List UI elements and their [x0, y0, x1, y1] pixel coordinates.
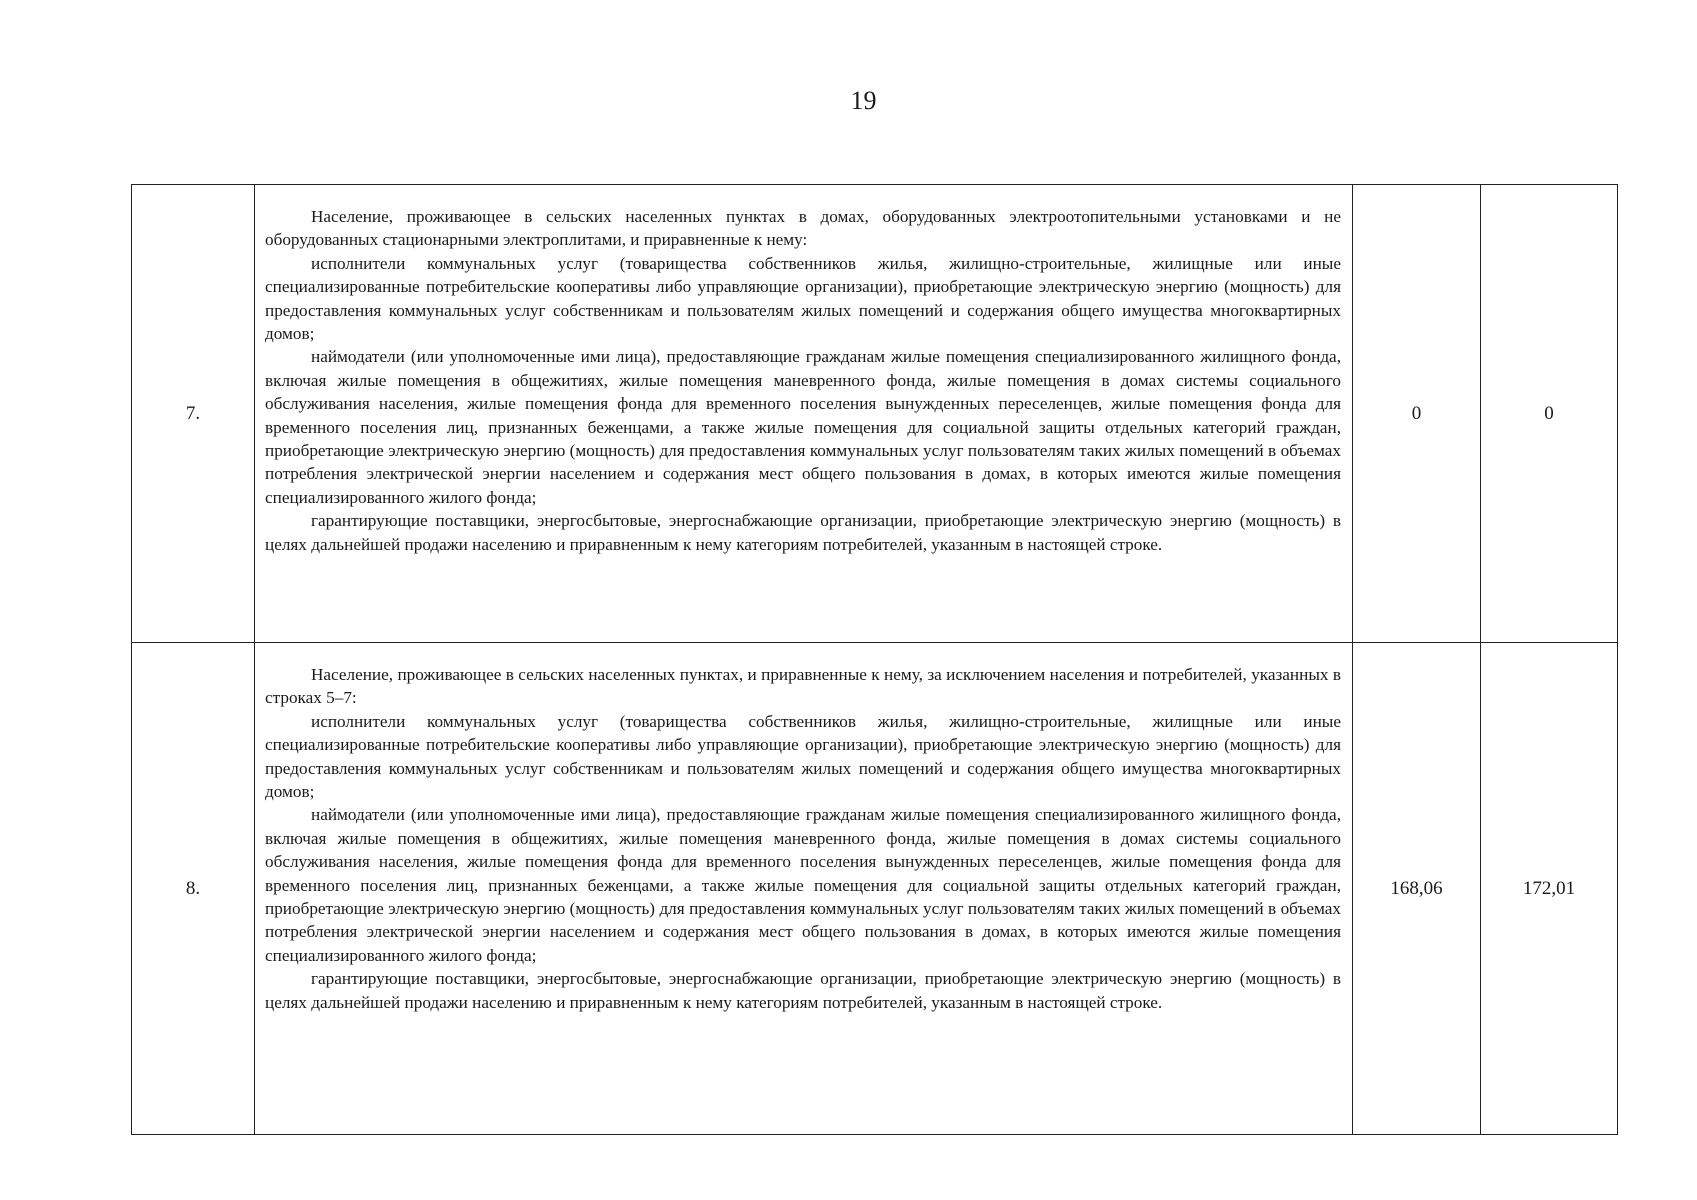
- description-paragraph: наймодатели (или уполномоченные ими лица), предоставляющие гражданам жилые помещения специализированного жилищного фонда, включая жилые помещения в общежитиях, жилые помещения маневренного фонда, жилые помещения в домах системы социального обслуживания населения, жилые помещения фонда для временного поселения вынужденных переселенцев, жилые помещения фонда для временного поселения лиц, признанных беженцами, а также жилые помещения для социальной защиты отдельных категорий граждан, приобретающие электрическую энергию (мощность) для предоставления коммунальных услуг пользователям таких жилых помещений в объемах потребления электрической энергии населением и содержания мест общего пользования в домах, в которых имеются жилые помещения специализированного жилого фонда;: [265, 347, 1341, 507]
- table-row: [132, 643, 1618, 1135]
- description-paragraph: исполнители коммунальных услуг (товарищества собственников жилья, жилищно-строительные, жилищные или иные специализированные потребительские кооперативы либо управляющие организации), приобретающие электрическую энергию (мощность) для предоставления коммунальных услуг собственникам и пользователям жилых помещений и содержания общего имущества многоквартирных домов;: [265, 711, 1341, 802]
- table-row: [132, 185, 1618, 643]
- row-value-second: 0: [1481, 185, 1618, 643]
- row-value-first: 168,06: [1353, 643, 1481, 1135]
- row-description: [255, 643, 1353, 1135]
- row-value-second: 172,01: [1481, 643, 1618, 1135]
- description-paragraph: гарантирующие поставщики, энергосбытовые, энергоснабжающие организации, приобретающие электрическую энергию (мощность) в целях дальнейшей продажи населению и приравненным к нему категориям потребителей, указанным в настоящей строке.: [265, 969, 1341, 1012]
- description-paragraph: гарантирующие поставщики, энергосбытовые, энергоснабжающие организации, приобретающие электрическую энергию (мощность) в целях дальнейшей продажи населению и приравненным к нему категориям потребителей, указанным в настоящей строке.: [265, 511, 1341, 554]
- tariff-table: [131, 184, 1618, 1135]
- description-paragraph: наймодатели (или уполномоченные ими лица), предоставляющие гражданам жилые помещения специализированного жилищного фонда, включая жилые помещения в общежитиях, жилые помещения маневренного фонда, жилые помещения в домах системы социального обслуживания населения, жилые помещения фонда для временного поселения вынужденных переселенцев, жилые помещения фонда для временного поселения лиц, признанных беженцами, а также жилые помещения для социальной защиты отдельных категорий граждан, приобретающие электрическую энергию (мощность) для предоставления коммунальных услуг пользователям таких жилых помещений в объемах потребления электрической энергии населением и содержания мест общего пользования в домах, в которых имеются жилые помещения специализированного жилого фонда;: [265, 805, 1341, 965]
- description-paragraph: исполнители коммунальных услуг (товарищества собственников жилья, жилищно-строительные, жилищные или иные специализированные потребительские кооперативы либо управляющие организации), приобретающие электрическую энергию (мощность) для предоставления коммунальных услуг собственникам и пользователям жилых помещений и содержания общего имущества многоквартирных домов;: [265, 253, 1341, 344]
- row-description: [255, 185, 1353, 643]
- row-index: 8.: [132, 643, 255, 1135]
- row-value-first: 0: [1353, 185, 1481, 643]
- row-index: 7.: [132, 185, 255, 643]
- description-paragraph: Население, проживающее в сельских населенных пунктах, и приравненные к нему, за исключением населения и потребителей, указанных в строках 5–7:: [265, 665, 1341, 708]
- page-number: 19: [850, 86, 877, 115]
- description-paragraph: Население, проживающее в сельских населенных пунктах в домах, оборудованных электроотопительными установками и не оборудованных стационарными электроплитами, и приравненные к нему:: [265, 207, 1341, 250]
